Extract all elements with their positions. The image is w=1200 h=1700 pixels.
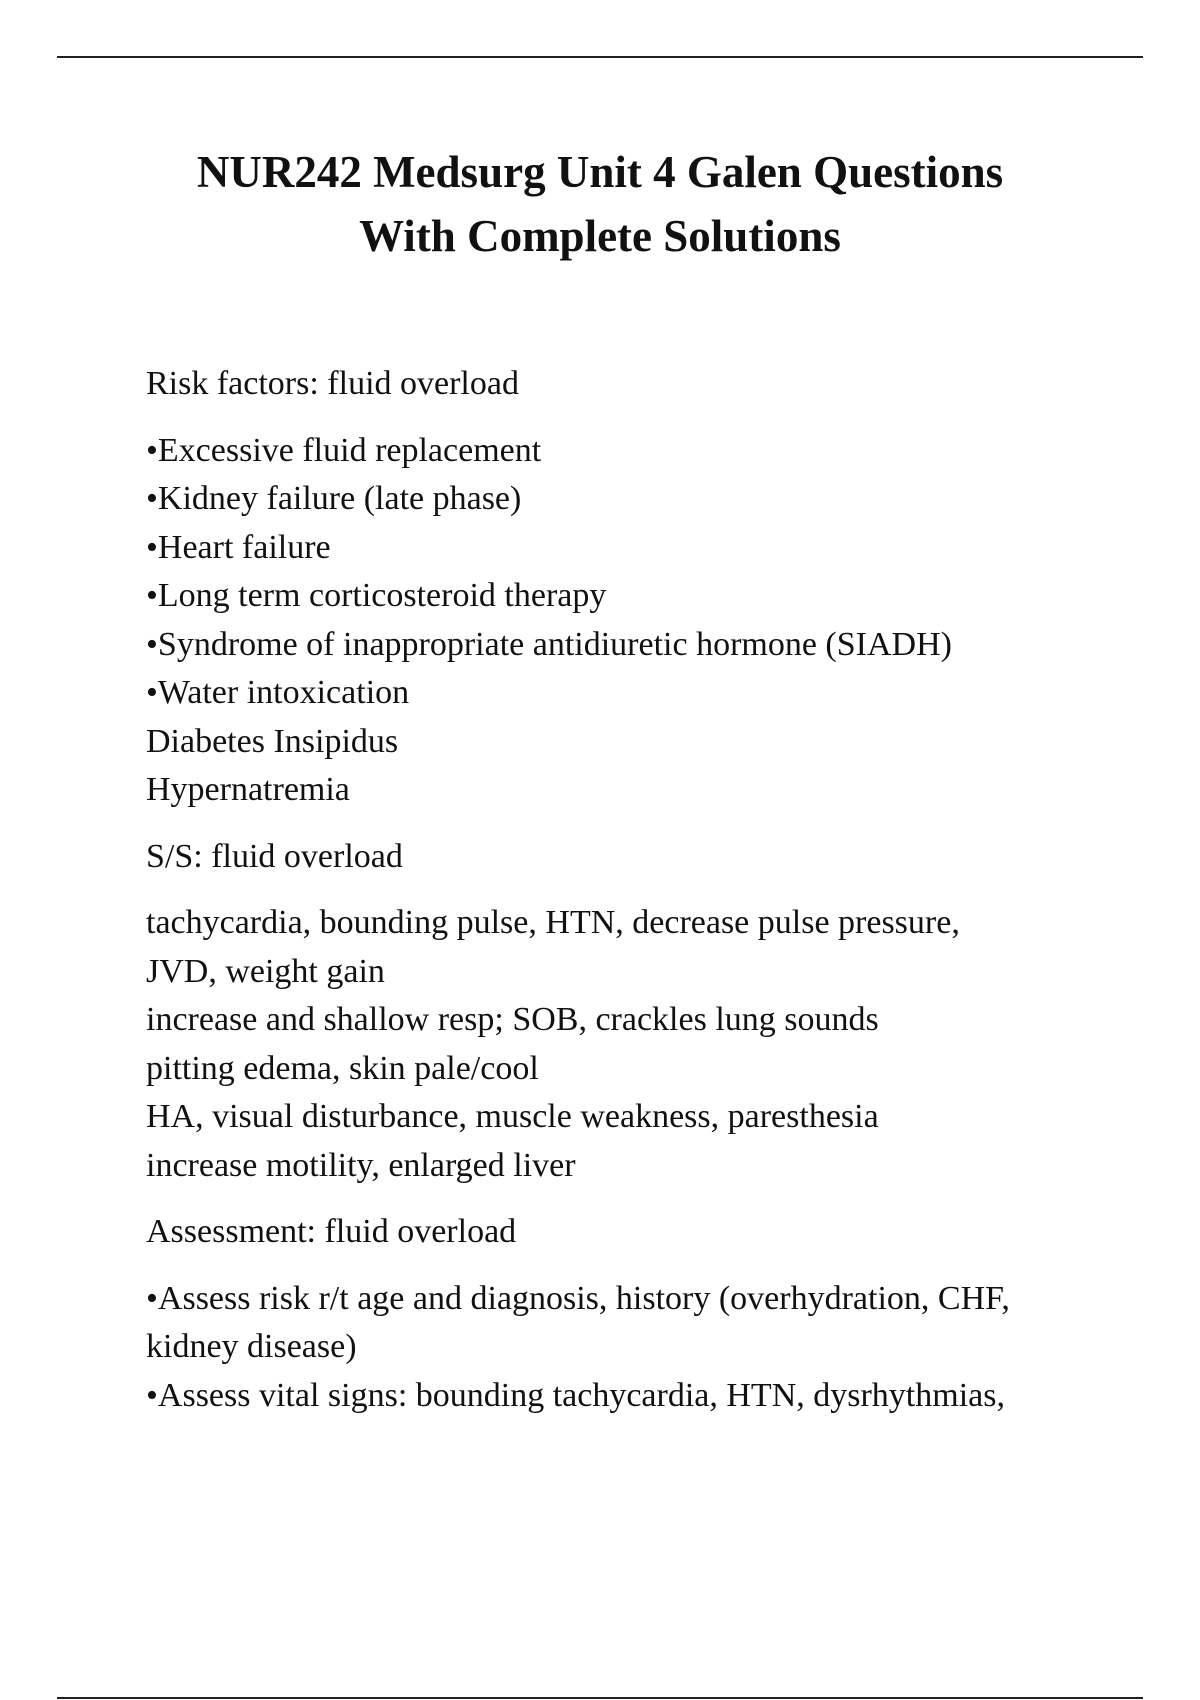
list-item: pitting edema, skin pale/cool bbox=[146, 1049, 539, 1087]
list-item: •Excessive fluid replacement bbox=[146, 431, 542, 469]
footer-rule bbox=[57, 1697, 1143, 1699]
list-item: Diabetes Insipidus bbox=[146, 722, 399, 760]
list-item: •Long term corticosteroid therapy bbox=[146, 577, 607, 614]
list-item: •Water intoxication bbox=[146, 674, 410, 711]
list-item: Hypernatremia bbox=[146, 771, 350, 808]
list-item: kidney disease) bbox=[146, 1328, 357, 1365]
header-rule bbox=[57, 56, 1143, 58]
section-list-assessment bbox=[146, 1275, 1106, 1421]
title-line-2: With Complete Solutions bbox=[359, 211, 841, 261]
section-heading-assessment: Assessment: fluid overload bbox=[146, 1213, 517, 1250]
list-item: HA, visual disturbance, muscle weakness, paresthesia bbox=[146, 1098, 879, 1135]
list-item: •Assess vital signs: bounding tachycardia, HTN, dysrhythmias, bbox=[146, 1376, 1005, 1414]
list-item: •Kidney failure (late phase) bbox=[146, 480, 522, 517]
section-heading-signs-symptoms: S/S: fluid overload bbox=[146, 837, 403, 875]
list-item: •Syndrome of inappropriate antidiuretic hormone (SIADH) bbox=[146, 625, 952, 663]
title-line-1: NUR242 Medsurg Unit 4 Galen Questions bbox=[196, 147, 1004, 197]
section-list-risk-factors bbox=[146, 427, 1106, 815]
section-heading-risk-factors: Risk factors: fluid overload bbox=[146, 365, 519, 402]
document-body bbox=[146, 360, 1106, 1438]
section-list-signs-symptoms bbox=[146, 899, 1106, 1190]
list-item: JVD, weight gain bbox=[146, 952, 385, 990]
document-title bbox=[0, 140, 1200, 268]
list-item: tachycardia, bounding pulse, HTN, decrease pulse pressure, bbox=[146, 904, 960, 941]
list-item: •Assess risk r/t age and diagnosis, history (overhydration, CHF, bbox=[146, 1279, 1010, 1317]
list-item: increase and shallow resp; SOB, crackles lung sounds bbox=[146, 1001, 879, 1038]
list-item: increase motility, enlarged liver bbox=[146, 1146, 576, 1184]
list-item: •Heart failure bbox=[146, 528, 331, 566]
